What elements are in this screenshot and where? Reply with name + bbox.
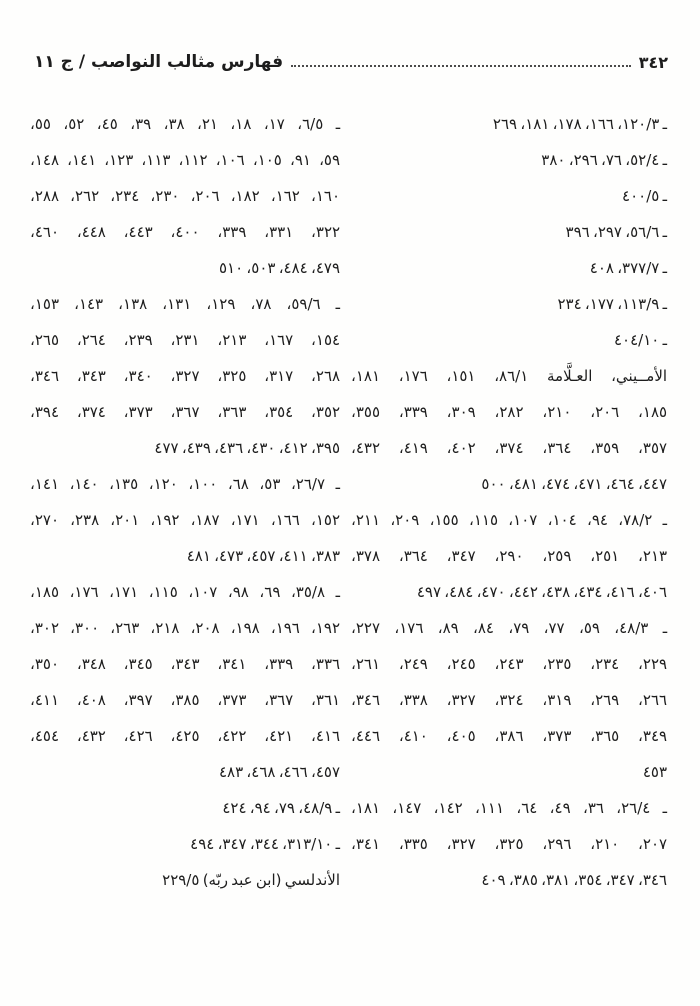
index-entry bbox=[30, 286, 340, 466]
index-line: ٢١٣، ٢٥١، ٢٥٩، ٢٩٠، ٣٤٧، ٣٦٤، ٣٧٨، bbox=[351, 547, 668, 565]
index-line: ٣٥٢، ٣٥٤، ٣٦٣، ٣٦٧، ٣٧٣، ٣٧٤، ٣٩٤، bbox=[30, 403, 341, 421]
index-line: ٢٢٩، ٢٣٤، ٢٣٥، ٢٤٣، ٢٤٥، ٢٤٩، ٢٦١، bbox=[351, 655, 668, 673]
index-entry bbox=[30, 790, 340, 826]
index-line: ٤٠٦، ٤١٦، ٤٣٤، ٤٣٨، ٤٤٢، ٤٧٠، ٤٨٤، ٤٩٧ bbox=[416, 583, 667, 601]
index-entry bbox=[30, 574, 340, 790]
index-line: ـ ٤٨/٩، ٧٩، ٩٤، ٤٢٤ bbox=[222, 799, 340, 817]
index-entry bbox=[351, 250, 667, 286]
index-entry bbox=[30, 466, 340, 574]
index-line: ـ ٣١٣/١٠، ٣٤٤، ٣٤٧، ٤٩٤ bbox=[190, 835, 340, 853]
index-line: ـ ٤٠٤/١٠ bbox=[613, 331, 667, 349]
index-line: ٢٦٦، ٢٦٩، ٣١٩، ٣٢٤، ٣٢٧، ٣٣٨، ٣٤٦، bbox=[351, 691, 668, 709]
index-line: الأندلسي (ابن عبد ربّه) ٢٢٩/٥ bbox=[162, 871, 340, 889]
index-line: ٤٤٧، ٤٦٤، ٤٧١، ٤٧٤، ٤٨١، ٥٠٠ bbox=[481, 475, 667, 493]
index-entry bbox=[351, 790, 667, 898]
index-line: ٣٢٢، ٣٣١، ٣٣٩، ٤٠٠، ٤٤٣، ٤٤٨، ٤٦٠، bbox=[30, 223, 341, 241]
index-line: ـ ٢٦/٤، ٣٦، ٤٩، ٦٤، ١١١، ١٤٢، ١٤٧، ١٨١، bbox=[351, 799, 668, 817]
index-line: ١٦٠، ١٦٢، ١٨٢، ٢٠٦، ٢٣٠، ٢٣٤، ٢٦٢، ٢٨٨، bbox=[30, 187, 340, 205]
index-line: ـ ٣٧٧/٧، ٤٠٨ bbox=[589, 259, 667, 277]
index-line: ٣٨٣، ٤١١، ٤٥٧، ٤٧٣، ٤٨١ bbox=[186, 547, 340, 565]
index-entry bbox=[351, 142, 667, 178]
index-entry bbox=[351, 214, 667, 250]
index-entry bbox=[30, 826, 340, 862]
index-line: ١٨٥، ٢٠٦، ٢١٠، ٢٨٢، ٣٠٩، ٣٣٩، ٣٥٥، bbox=[351, 403, 668, 421]
index-line: ـ ٤٠٠/٥ bbox=[622, 187, 667, 205]
index-line: ٤٥٧، ٤٦٦، ٤٦٨، ٤٨٣ bbox=[218, 763, 340, 781]
index-line: ٢٠٧، ٢١٠، ٢٩٦، ٣٢٥، ٣٢٧، ٣٣٥، ٣٤١، bbox=[351, 835, 668, 853]
index-line: ٣٦١، ٣٦٧، ٣٧٣، ٣٨٥، ٣٩٧، ٤٠٨، ٤١١، bbox=[30, 691, 341, 709]
index-entry bbox=[351, 358, 667, 502]
running-header bbox=[34, 52, 668, 72]
index-line: ٣٥٧، ٣٥٩، ٣٦٤، ٣٧٤، ٤٠٢، ٤١٩، ٤٣٢، bbox=[351, 439, 668, 457]
index-line: ٤٧٩، ٤٨٤، ٥٠٣، ٥١٠ bbox=[218, 259, 340, 277]
index-line: ـ ٧٨/٢، ٩٤، ١٠٤، ١٠٧، ١١٥، ١٥٥، ٢٠٩، ٢١١، bbox=[351, 511, 668, 529]
index-line: ١٥٢، ١٦٦، ١٧١، ١٨٧، ١٩٢، ٢٠١، ٢٣٨، ٢٧٠، bbox=[30, 511, 340, 529]
index-column-right bbox=[351, 106, 667, 898]
index-entry bbox=[351, 610, 667, 790]
index-line: ٣٤٩، ٣٦٥، ٣٧٣، ٣٨٦، ٤٠٥، ٤١٠، ٤٤٦، bbox=[351, 727, 668, 745]
index-line: ـ ٣٥/٨، ٦٩، ٩٨، ١٠٧، ١١٥، ١٧١، ١٧٦، ١٨٥، bbox=[30, 583, 340, 601]
index-entry bbox=[351, 502, 667, 610]
dotted-leader bbox=[291, 65, 631, 67]
index-line: ٥٩، ٩١، ١٠٥، ١٠٦، ١١٢، ١١٣، ١٢٣، ١٤١، ١٤٨، bbox=[30, 151, 341, 169]
index-entry bbox=[351, 322, 667, 358]
index-entry bbox=[30, 106, 340, 286]
index-line: ٣٩٥، ٤١٢، ٤٣٠، ٤٣٦، ٤٣٩، ٤٧٧ bbox=[154, 439, 340, 457]
index-entry bbox=[30, 862, 340, 898]
index-line: ـ ١٢٠/٣، ١٦٦، ١٧٨، ١٨١، ٢٦٩ bbox=[492, 115, 667, 133]
index-entry bbox=[351, 178, 667, 214]
index-column-left bbox=[30, 106, 340, 898]
index-line: ـ ٥٩/٦، ٧٨، ١٢٩، ١٣١، ١٣٨، ١٤٣، ١٥٣، bbox=[30, 295, 341, 313]
index-line: ١٩٢، ١٩٦، ١٩٨، ٢٠٨، ٢١٨، ٢٦٣، ٣٠٠، ٣٠٢، bbox=[30, 619, 340, 637]
index-line: ـ ٢٦/٧، ٥٣، ٦٨، ١٠٠، ١٢٠، ١٣٥، ١٤٠، ١٤١، bbox=[30, 475, 340, 493]
index-line: ـ ٦/٥، ١٧، ١٨، ٢١، ٣٨، ٣٩، ٤٥، ٥٢، ٥٥، bbox=[30, 115, 341, 133]
index-line: ـ ٥٦/٦، ٢٩٧، ٣٩٦ bbox=[565, 223, 667, 241]
index-line: ٤١٦، ٤٢١، ٤٢٢، ٤٢٥، ٤٢٦، ٤٣٢، ٤٥٤، bbox=[30, 727, 341, 745]
index-entry bbox=[351, 106, 667, 142]
index-line: الأمــيني، العـلَّامة ٨٦/١، ١٥١، ١٧٦، ١٨١، bbox=[351, 367, 668, 385]
index-line: ـ ٤٨/٣، ٥٩، ٧٧، ٧٩، ٨٤، ٨٩، ١٧٦، ٢٢٧، bbox=[351, 619, 668, 637]
index-line: ٤٥٣ bbox=[642, 763, 667, 781]
index-entry bbox=[351, 286, 667, 322]
index-line: ١٥٤، ١٦٧، ٢١٣، ٢٣١، ٢٣٩، ٢٦٤، ٢٦٥، bbox=[30, 331, 341, 349]
index-line: ٣٤٦، ٣٤٧، ٣٥٤، ٣٨١، ٣٨٥، ٤٠٩ bbox=[481, 871, 667, 889]
running-title: فهارس مثالب النواصب / ج ١١ bbox=[34, 52, 284, 72]
index-line: ـ ١١٣/٩، ١٧٧، ٢٣٤ bbox=[557, 295, 667, 313]
index-line: ٢٦٨، ٣١٧، ٣٢٥، ٣٢٧، ٣٤٠، ٣٤٣، ٣٤٦، bbox=[30, 367, 341, 385]
index-line: ـ ٥٢/٤، ٧٦، ٢٩٦، ٣٨٠ bbox=[541, 151, 667, 169]
page-number: ٣٤٢ bbox=[638, 53, 668, 72]
index-line: ٣٣٦، ٣٣٩، ٣٤١، ٣٤٣، ٣٤٥، ٣٤٨، ٣٥٠، bbox=[30, 655, 341, 673]
